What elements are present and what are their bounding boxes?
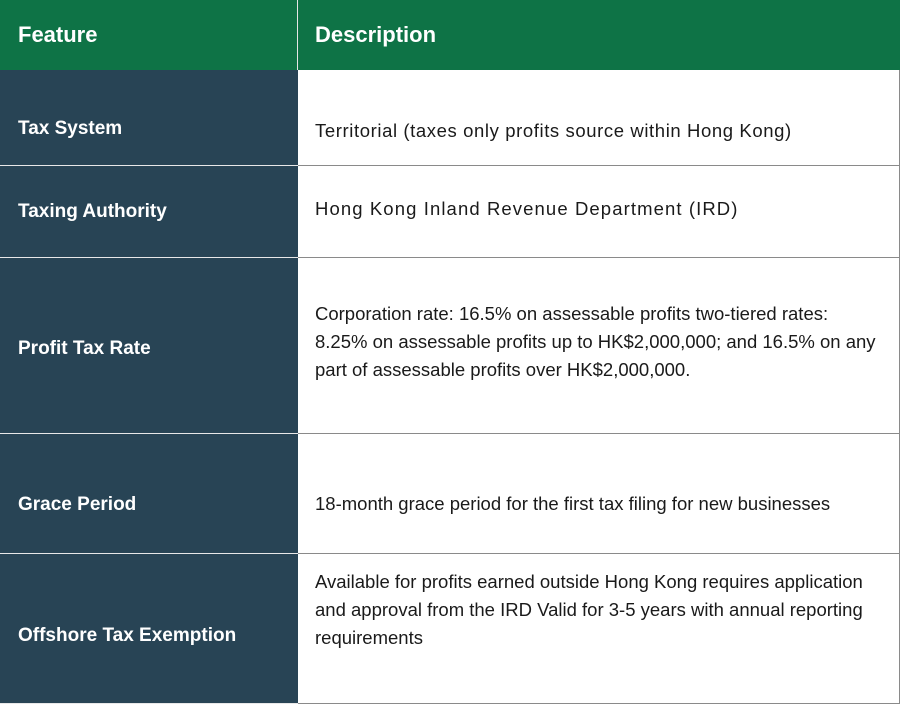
table-row bbox=[0, 70, 900, 166]
feature-cell: Grace Period bbox=[0, 434, 298, 554]
feature-cell: Profit Tax Rate bbox=[0, 258, 298, 434]
table-row bbox=[0, 554, 900, 704]
header-description: Description bbox=[298, 0, 900, 70]
feature-cell: Offshore Tax Exemption bbox=[0, 554, 298, 704]
feature-cell: Taxing Authority bbox=[0, 166, 298, 258]
description-cell: Corporation rate: 16.5% on assessable profits two-tiered rates: 8.25% on assessable profits up to HK$2,000,000; and 16.5% on any part of assessable profits over HK$2,000,000. bbox=[298, 258, 900, 434]
table-row bbox=[0, 258, 900, 434]
description-cell: 18-month grace period for the first tax filing for new businesses bbox=[298, 434, 900, 554]
header-feature: Feature bbox=[0, 0, 298, 70]
table-row bbox=[0, 434, 900, 554]
description-cell: Available for profits earned outside Hong Kong requires application and approval from the IRD Valid for 3-5 years with annual reporting requirements bbox=[298, 554, 900, 704]
table-row bbox=[0, 166, 900, 258]
table-header-row bbox=[0, 0, 900, 70]
description-cell: Hong Kong Inland Revenue Department (IRD) bbox=[298, 166, 900, 258]
feature-cell: Tax System bbox=[0, 70, 298, 166]
description-cell: Territorial (taxes only profits source within Hong Kong) bbox=[298, 70, 900, 166]
